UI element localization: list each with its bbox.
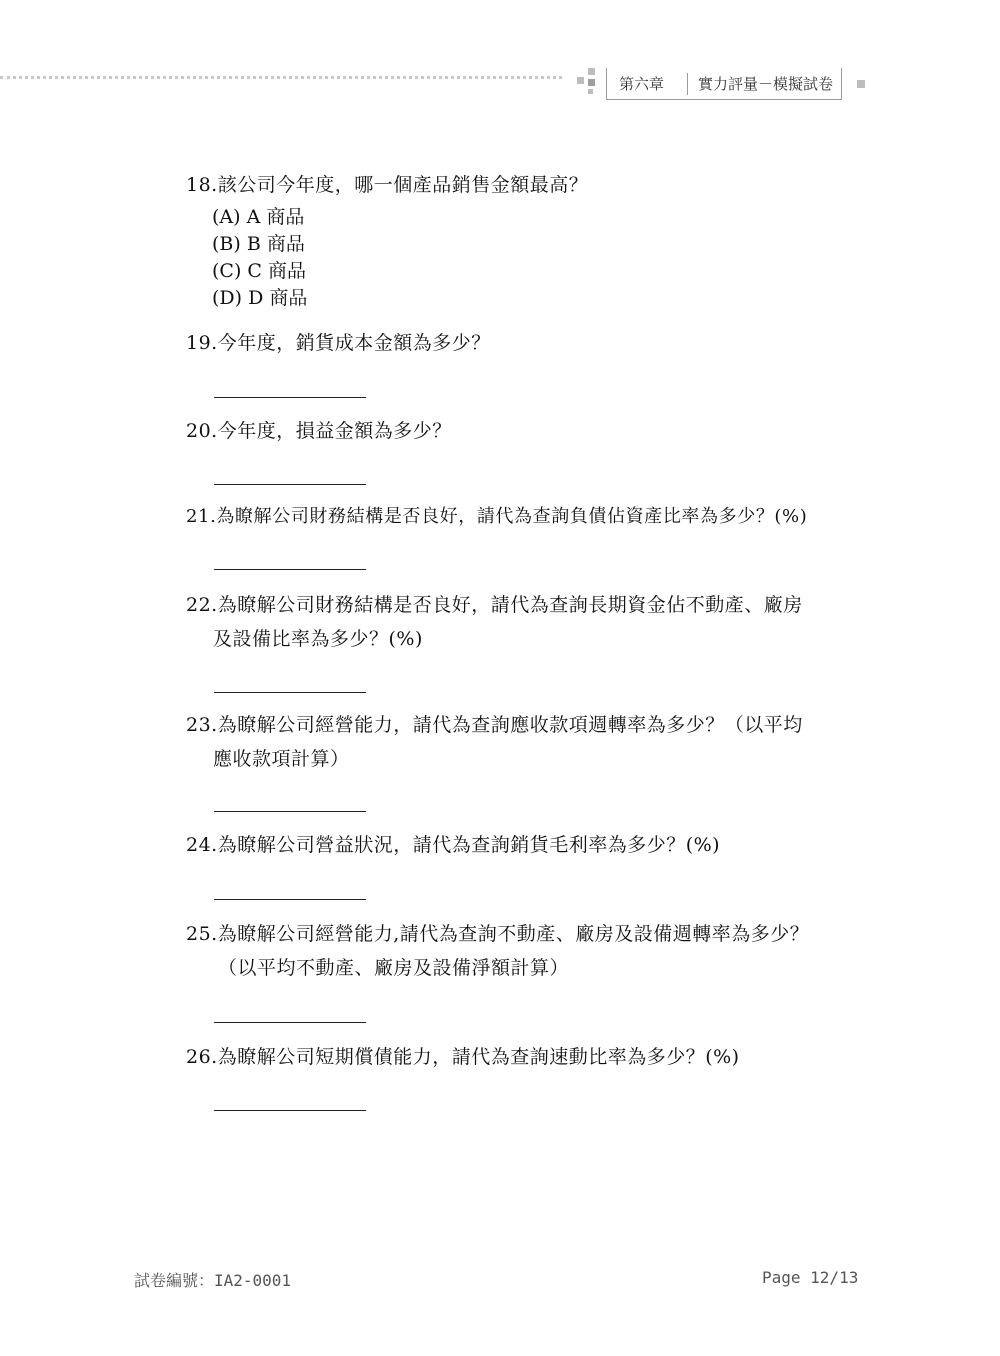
option-a: (A) A 商品 <box>212 206 305 228</box>
question-text-line-2: （以平均不動產、廠房及設備淨額計算） <box>218 957 570 979</box>
chapter-label: 第六章 <box>619 75 665 93</box>
answer-line-24[interactable] <box>214 899 366 900</box>
answer-line-25[interactable] <box>214 1022 366 1023</box>
answer-line-21[interactable] <box>214 569 366 570</box>
question-25 <box>186 917 809 985</box>
question-text: 20.今年度，損益金額為多少？ <box>186 420 452 442</box>
option-b: (B) B 商品 <box>212 233 305 255</box>
question-text-line-1: 22.為瞭解公司財務結構是否良好，請代為查詢長期資金佔不動產、廠房 <box>186 594 803 616</box>
exam-code: 試卷編號：IA2-0001 <box>134 1271 292 1290</box>
question-text: 26.為瞭解公司短期償債能力，請代為查詢速動比率為多少？(%) <box>186 1046 740 1068</box>
question-24 <box>186 828 720 862</box>
question-18 <box>186 168 588 202</box>
question-22 <box>186 588 803 656</box>
question-text-line-2: 及設備比率為多少？(%) <box>213 628 423 650</box>
header-dotted-rule <box>0 76 562 79</box>
question-text: 18.該公司今年度，哪一個產品銷售金額最高？ <box>186 174 589 196</box>
answer-line-23[interactable] <box>214 811 366 812</box>
question-text: 21.為瞭解公司財務結構是否良好，請代為查詢負債佔資產比率為多少？(%) <box>186 506 808 527</box>
question-18-options <box>212 204 307 312</box>
option-d: (D) D 商品 <box>212 287 308 309</box>
answer-line-26[interactable] <box>214 1110 366 1111</box>
question-26 <box>186 1040 740 1074</box>
answer-line-19[interactable] <box>214 397 366 398</box>
question-19 <box>186 326 491 360</box>
answer-line-20[interactable] <box>214 484 366 485</box>
answer-line-22[interactable] <box>214 692 366 693</box>
header-end-square <box>857 80 865 88</box>
question-text-line-2: 應收款項計算） <box>213 748 350 770</box>
page-number: Page 12/13 <box>762 1268 859 1287</box>
question-text-line-1: 25.為瞭解公司經營能力,請代為查詢不動產、廠房及設備週轉率為多少？ <box>186 923 810 945</box>
header-decoration <box>574 66 598 96</box>
question-23 <box>186 708 803 776</box>
chapter-header <box>606 68 842 100</box>
question-text: 24.為瞭解公司營益狀況，請代為查詢銷貨毛利率為多少？(%) <box>186 834 721 856</box>
option-c: (C) C 商品 <box>212 260 306 282</box>
question-text-line-1: 23.為瞭解公司經營能力，請代為查詢應收款項週轉率為多少？（以平均 <box>186 714 803 736</box>
question-text: 19.今年度，銷貨成本金額為多少？ <box>186 332 491 354</box>
chapter-title: 實力評量－模擬試卷 <box>698 75 834 93</box>
question-21 <box>186 500 807 534</box>
question-20 <box>186 414 452 448</box>
